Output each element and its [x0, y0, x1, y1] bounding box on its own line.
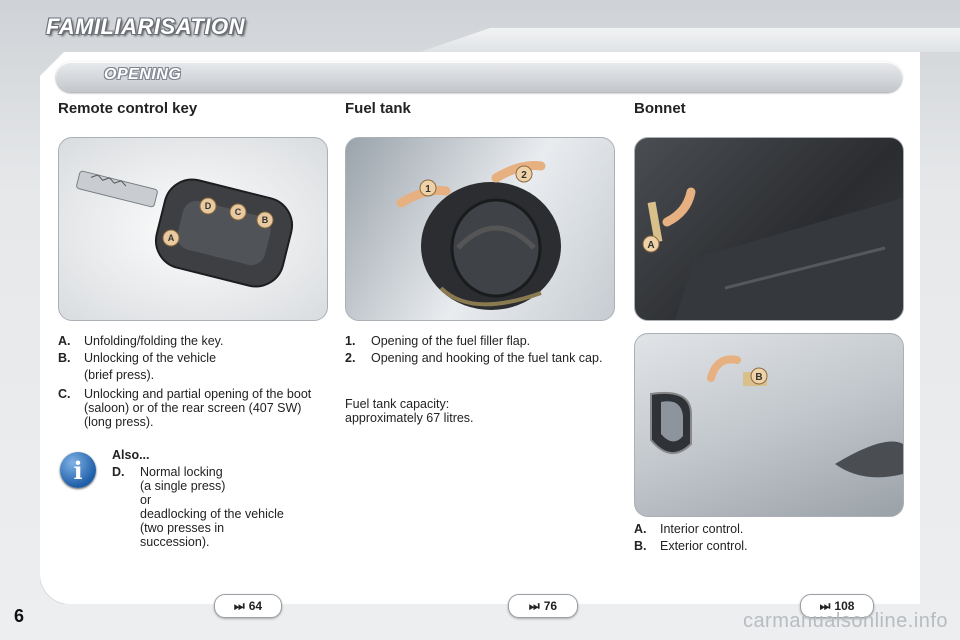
fuel-tank-illustration	[346, 138, 614, 320]
section-banner	[56, 62, 902, 92]
photo-label-1: 1	[425, 184, 431, 195]
list-item: C. Unlocking and partial opening of the boot (saloon) or of the rear screen (407 SW) (long press).	[58, 387, 312, 429]
remote-key-photo	[58, 137, 328, 321]
list-item: 1. Opening of the fuel filler flap.	[345, 334, 531, 348]
watermark: carmanualsonline.info	[742, 610, 948, 632]
also-item: D. Normal locking (a single press) or deadlocking of the vehicle (two presses in succession).	[112, 465, 284, 549]
list-item: 2. Opening and hooking of the fuel tank cap.	[345, 351, 603, 365]
page-title: FAMILIARISATION	[46, 14, 245, 39]
also-title: Also...	[112, 448, 150, 462]
page-number: 6	[14, 606, 25, 626]
remote-heading: Remote control key	[58, 100, 198, 117]
list-item: B. Exterior control.	[634, 539, 748, 553]
fuel-tank-photo	[345, 137, 615, 321]
bonnet-interior-illustration	[635, 138, 903, 320]
bonnet-list	[634, 522, 894, 556]
page-ref-108[interactable]: ⏭ 108	[800, 594, 874, 618]
fuel-list	[345, 334, 605, 368]
photo-label-b-bonnet: B	[755, 372, 763, 383]
fuel-heading: Fuel tank	[345, 100, 411, 117]
list-item: B. Unlocking of the vehicle	[58, 351, 217, 365]
info-icon: i	[60, 452, 96, 488]
section-title: OPENING	[104, 66, 182, 83]
page-ref-64[interactable]: ⏭ 64	[214, 594, 282, 618]
photo-label-c: C	[234, 207, 242, 217]
bonnet-heading: Bonnet	[634, 100, 686, 117]
bonnet-exterior-illustration	[635, 334, 903, 516]
photo-label-2: 2	[521, 170, 527, 181]
next-page-icon: ⏭	[528, 598, 540, 613]
bonnet-interior-photo	[634, 137, 904, 321]
photo-label-a-bonnet: A	[647, 240, 655, 251]
fuel-capacity: Fuel tank capacity: approximately 67 litres.	[345, 397, 474, 425]
photo-label-b: B	[261, 215, 269, 225]
next-page-icon: ⏭	[819, 598, 831, 613]
photo-label-d: D	[204, 201, 212, 211]
list-item: A. Unfolding/folding the key.	[58, 334, 224, 348]
list-item: (brief press).	[84, 368, 155, 382]
remote-list	[58, 334, 318, 432]
page-ref-76[interactable]: ⏭ 76	[508, 594, 578, 618]
list-item: A. Interior control.	[634, 522, 744, 536]
next-page-icon: ⏭	[233, 598, 245, 613]
photo-label-a: A	[167, 233, 175, 243]
remote-key-illustration	[59, 138, 327, 320]
bonnet-exterior-photo	[634, 333, 904, 517]
header-tab-shape	[420, 28, 960, 52]
